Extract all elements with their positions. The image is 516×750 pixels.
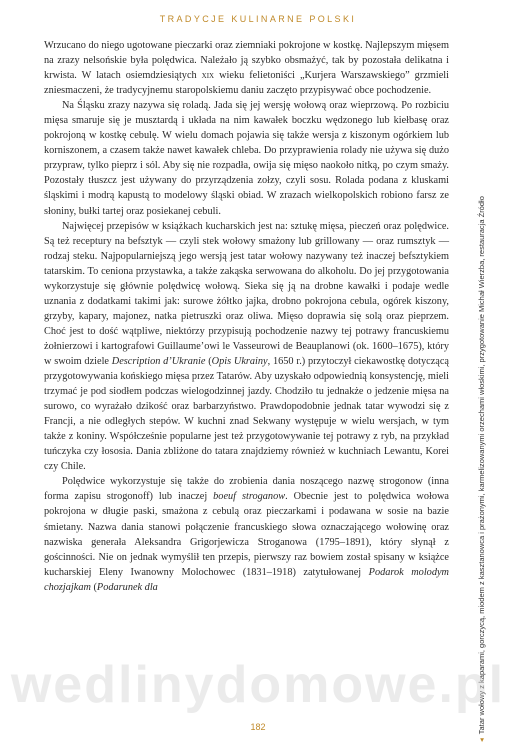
running-header: TRADYCJE KULINARNE POLSKI — [159, 14, 357, 24]
caption-marker-icon: ◂ — [477, 738, 486, 742]
caption-text: Tatar wołowy z kaparami, gorczycą, miodem z kasztanowca i prażonymi, karmelizowanymi orzechami włoskimi, przygotowanie Michał Wierzba, restauracja Źródło — [477, 196, 486, 735]
century-numeral: xix — [201, 70, 215, 82]
paragraph-2: Na Śląsku zrazy nazywa się roladą. Jada się jej wersję wołową oraz wieprzową. Po rozbiciu mięsa smaruje się je musztardą i układa na nim kawałek boczku wędzonego lub kiełbasę oraz pokrojoną w kostkę cebulę. W wielu domach pojawia się także wersja z kiszonym ogórkiem lub korniszonem, a czasem także nawet kawałek chleba. Do przyprawienia rolady nie używa się dużo przypraw, tylko pieprz i sól. Aby się nie rozpadła, owija się mięso naokoło nitką, po czym smaży. Pozostały tłuszcz jest używany do przyrządzenia zołzy, czyli sosu. Rolada podana z kluskami śląskimi i modrą kapustą to modelowy śląski obiad. W zrazach wielkopolskich robiono farsz ze słoniny, bułki tartej oraz posiekanej cebuli. — [44, 100, 449, 217]
book-title-opis: Opis Ukrainy — [211, 355, 268, 367]
paragraph-3: Najwięcej przepisów w książkach kucharskich jest na: sztukę mięsa, pieczeń oraz polędwice. Są też receptury na befsztyk — czyli stek wołowy smażony lub grillowany — oraz rumsztyk — rodzaj steku. Najpopularniejszą jego wersją jest tatar wołowy nazywany też inaczej befsztykiem tatarskim. To ceniona przystawka, a także zakąska serwowana do alkoholu. Do jej przygotowania wykorzystuje się głównie polędwicę wołową. Sieka się ją na drobne kawałki i podaje wedle uznania z dodatkami takimi jak: surowe żółtko jajka, drobno pokrojona cebula, ogórek kiszony, grzyby, kapary, majonez, natka pietruszki oraz oliwa. Mięso doprawia się solą oraz pieprzem. Choć jest to dość wątpliwe, niektórzy przypisują pochodzenie nazwy tej potrawy francuskiemu żołnierzowi i kartografowi Guillaume’owi le Vasseurowi de Beauplanowi (ok. 1600–1675), który w swoim dziele Description d’Ukranie (Opis Ukrainy, 1650 r.) przytoczył ciekawostkę dotyczącą przygotowywania końskiego mięsa przez Tatarów. Aby uzyskało odpowiednią konsystencję, mieli trzymać je pod siodłem podczas wielogodzinnej jazdy. Chodziło tu jednakże o jedzenie mięsa na surowo, co wyrażało dzikość oraz barbarzyństwo. Prawdopodobnie jednak tatar wywodzi się z Francji, a nie odległych stepów. W kuchni znad Sekwany występuje w wielu wersjach, w tym także z koniny. Współcześnie popularne jest też przygotowywanie tej potrawy z ryb, na przykład tuńczyka czy łososia. Dania zbliżone do tatara znajdziemy również w kuchniach Lewantu, Korei czy Chile. — [44, 220, 449, 473]
paragraph-1: Wrzucano do niego ugotowane pieczarki oraz ziemniaki pokrojone w kostkę. Najlepszym mięsem na zrazy nelsońskie była polędwica. Należało ją szybko obsmażyć, tak by pozostała delikatna i krwista. W latach osiemdziesiątych xix wieku felietoniści „Kurjera Warszawskiego” grzmieli zniesmaczeni, że tradycyjnemu staropolskiemu daniu zaczęto przypisywać obce pochodzenie. — [44, 40, 449, 97]
book-title-podarok: Podarok molodym chozjajkam — [44, 566, 449, 593]
book-title-description: Description d’Ukranie — [111, 355, 206, 367]
body-text — [44, 38, 449, 595]
book-title-podarunek: Podarunek dla — [96, 581, 158, 593]
photo-caption — [477, 22, 487, 742]
dish-name-italic: boeuf stroganow — [213, 491, 286, 503]
watermark: wedlinydomowe.pl — [10, 656, 506, 714]
paragraph-4: Polędwice wykorzystuje się także do zrobienia dania noszącego nazwę strogonow (inna forma zapisu strogonoff) lub inaczej boeuf stroganow. Obecnie jest to polędwica wołowa pokrojona w długie paski, smażona z cebulą oraz pieczarkami i podawana w sosie na bazie śmietany. Nazwa dania stanowi połączenie francuskiego słowa oznaczającego wołowinę oraz nazwiska generała Aleksandra Grigorjewicza Stroganowa (1795–1891), który słynął z gościnności. Nie on jednak wymyślił ten przepis, pierwszy raz bowiem został spisany w książce kucharskiej Eleny Iwanowny Molochowec (1831–1918) zatytułowanej Podarok molodym chozjajkam (Podarunek dla — [44, 476, 449, 593]
page-number: 182 — [250, 722, 266, 732]
